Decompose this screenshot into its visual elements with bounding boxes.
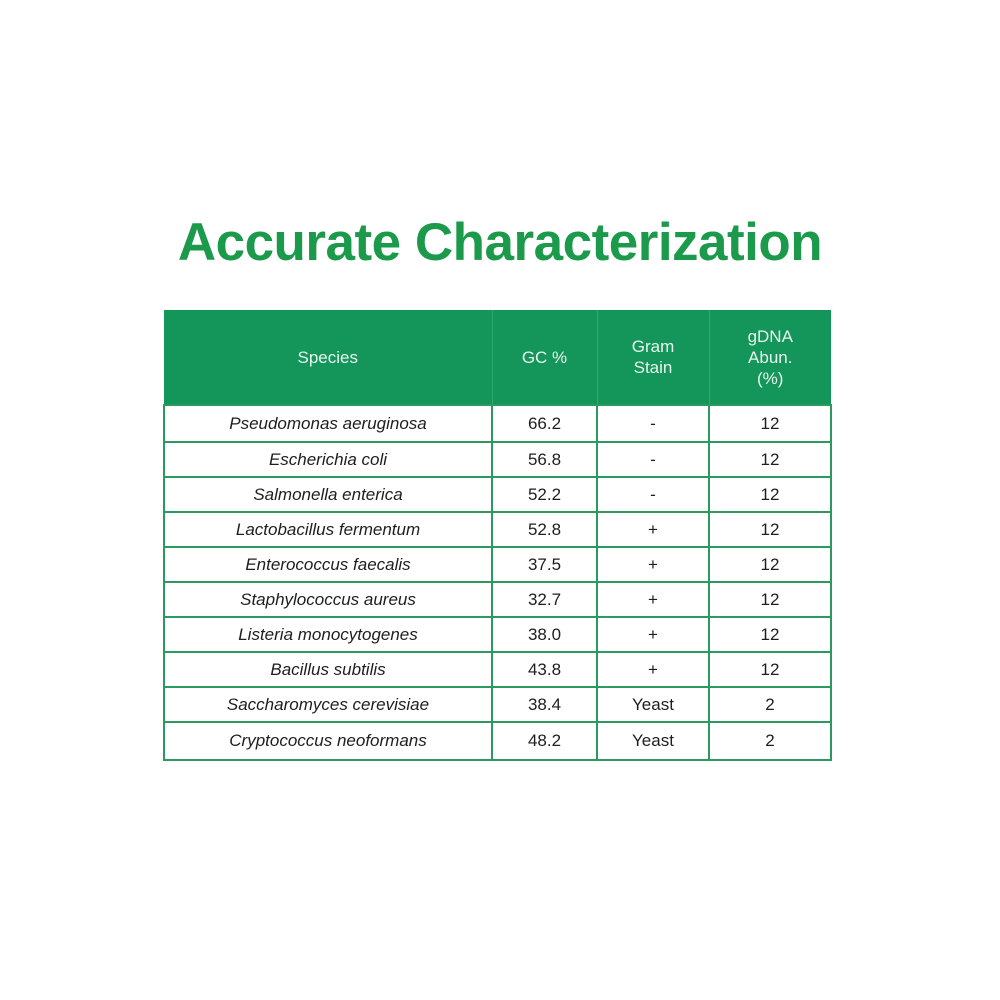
table-row [164,582,831,617]
table-row [164,405,831,442]
cell-gram: + [597,652,709,687]
table-row [164,722,831,760]
cell-gc: 48.2 [492,722,597,760]
table-row [164,547,831,582]
cell-abundance: 2 [709,687,831,722]
cell-species: Lactobacillus fermentum [164,512,492,547]
table-row [164,442,831,477]
cell-abundance: 12 [709,547,831,582]
cell-species: Escherichia coli [164,442,492,477]
cell-abundance: 12 [709,512,831,547]
cell-gc: 32.7 [492,582,597,617]
cell-gc: 38.4 [492,687,597,722]
header-abun-line1: gDNA [747,326,793,346]
header-row [164,310,831,405]
cell-gram: - [597,477,709,512]
cell-abundance: 12 [709,442,831,477]
cell-abundance: 12 [709,582,831,617]
header-gram-line1: Gram [631,337,675,356]
cell-gc: 52.2 [492,477,597,512]
header-abun-line3: (%) [757,368,784,388]
header-gc [492,310,597,405]
cell-species: Staphylococcus aureus [164,582,492,617]
page-title: Accurate Characterization [177,213,823,272]
table-row [164,617,831,652]
cell-species: Listeria monocytogenes [164,617,492,652]
species-table [163,310,832,761]
cell-abundance: 12 [709,405,831,442]
header-gc-label: GC % [521,347,568,367]
cell-species: Bacillus subtilis [164,652,492,687]
cell-gc: 37.5 [492,547,597,582]
cell-abundance: 2 [709,722,831,760]
header-gram-line2: Stain [633,358,673,377]
table-row [164,512,831,547]
header-abun-line2: Abun. [748,347,793,367]
cell-gram: + [597,582,709,617]
cell-abundance: 12 [709,477,831,512]
cell-species: Enterococcus faecalis [164,547,492,582]
header-species [164,310,492,405]
cell-gc: 38.0 [492,617,597,652]
table-row [164,477,831,512]
cell-abundance: 12 [709,652,831,687]
table-row [164,687,831,722]
cell-gc: 52.8 [492,512,597,547]
cell-species: Saccharomyces cerevisiae [164,687,492,722]
header-abundance [709,310,831,405]
cell-gram: + [597,617,709,652]
cell-species: Salmonella enterica [164,477,492,512]
cell-gc: 66.2 [492,405,597,442]
cell-gram: - [597,442,709,477]
cell-gram: + [597,547,709,582]
header-species-label: Species [297,347,358,367]
table-body [164,405,831,760]
cell-gc: 43.8 [492,652,597,687]
cell-gram: + [597,512,709,547]
cell-abundance: 12 [709,617,831,652]
cell-species: Pseudomonas aeruginosa [164,405,492,442]
header-gram-stain [597,310,709,405]
cell-gc: 56.8 [492,442,597,477]
cell-gram: Yeast [597,687,709,722]
cell-gram: - [597,405,709,442]
cell-gram: Yeast [597,722,709,760]
cell-species: Cryptococcus neoformans [164,722,492,760]
table-header [164,310,831,405]
table-row [164,652,831,687]
